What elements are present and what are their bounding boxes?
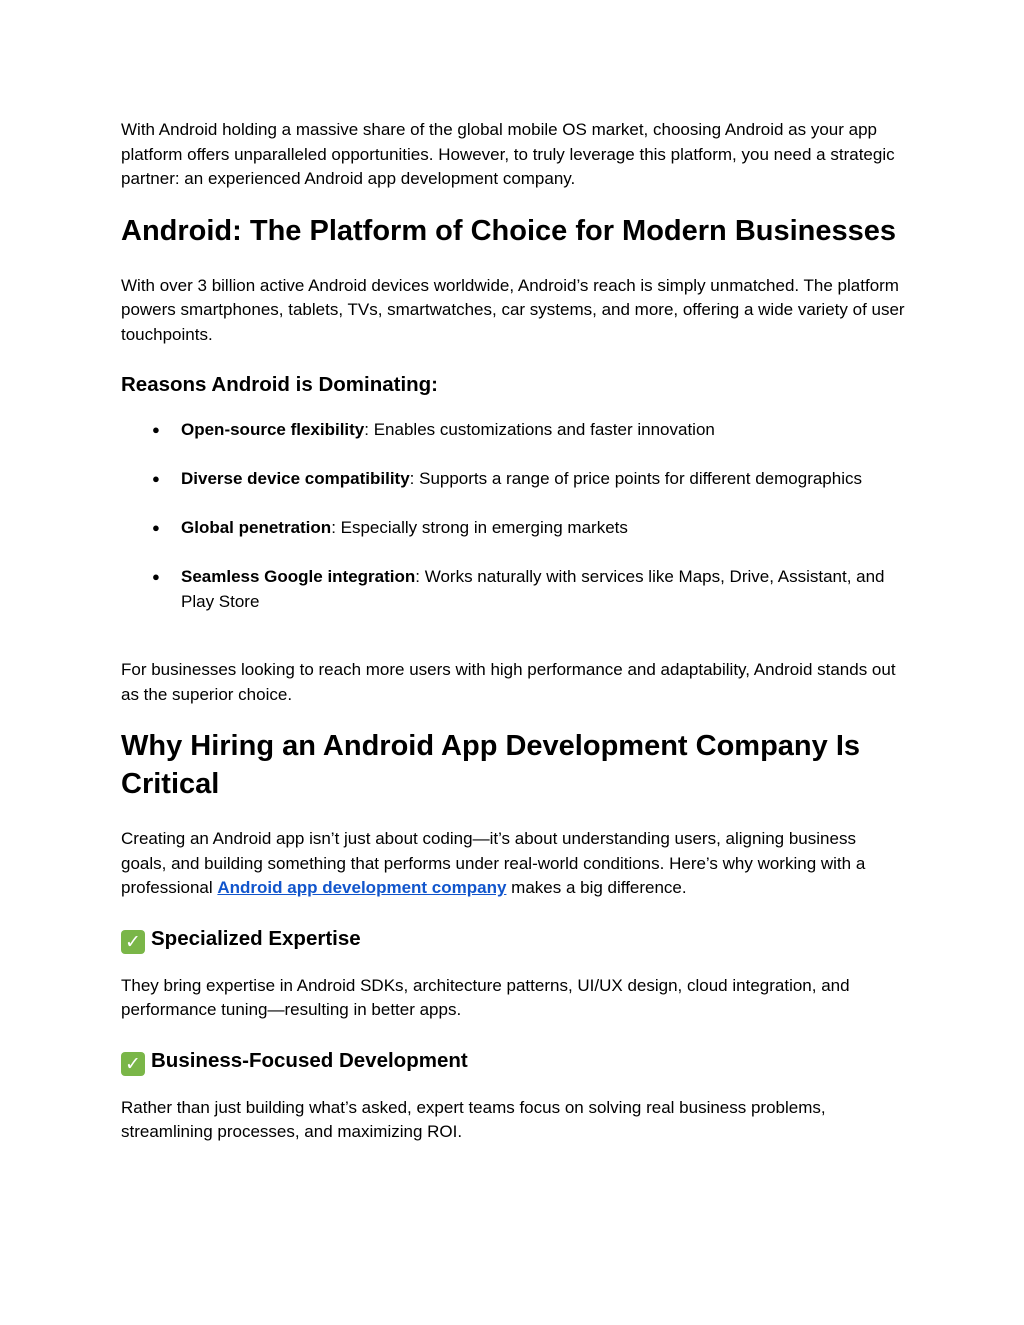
heading-text: Specialized Expertise <box>151 926 361 950</box>
bullet-icon: ● <box>152 422 160 437</box>
section1-heading: Android: The Platform of Choice for Modern Businesses <box>121 214 897 247</box>
list-item <box>121 467 906 492</box>
section2-text-before: Creating an Android app isn’t just about coding—it’s about understanding users, aligning business goals, and building something that performs under real-world conditions. Here’s why working with a professional <box>121 829 866 897</box>
reason-title: Open-source flexibility <box>181 420 365 439</box>
list-item <box>121 565 906 614</box>
specialized-expertise-heading <box>121 926 906 954</box>
reason-title: Diverse device compatibility <box>181 469 410 488</box>
section1-closing: For businesses looking to reach more users with high performance and adaptability, Android stands out as the superior choice. <box>121 660 896 704</box>
intro-paragraph: With Android holding a massive share of the global mobile OS market, choosing Android as your app platform offers unparalleled opportunities. However, to truly leverage this platform, you need a strategic partner: an experienced Android app development company. <box>121 120 895 188</box>
reason-text: : Enables customizations and faster innovation <box>364 420 715 439</box>
section2-text-after: makes a big difference. <box>506 878 687 897</box>
check-mark-icon: ✓ <box>121 1052 145 1076</box>
section2-heading: Why Hiring an Android App Development Company Is Critical <box>121 730 861 800</box>
bullet-icon: ● <box>152 471 160 486</box>
section2-paragraph <box>121 827 906 901</box>
bullet-icon: ● <box>152 520 160 535</box>
list-item <box>121 516 906 541</box>
bullet-icon: ● <box>152 569 160 584</box>
reason-title: Global penetration <box>181 518 332 537</box>
business-focused-text: Rather than just building what’s asked, expert teams focus on solving real business problems, streamlining processes, and maximizing ROI. <box>121 1097 826 1141</box>
specialized-expertise-text: They bring expertise in Android SDKs, architecture patterns, UI/UX design, cloud integration, and performance tuning—resulting in better apps. <box>121 975 850 1019</box>
document-page <box>121 118 906 1145</box>
check-mark-icon: ✓ <box>121 930 145 954</box>
business-focused-heading <box>121 1048 906 1076</box>
heading-text: Business-Focused Development <box>151 1048 468 1072</box>
section1-paragraph: With over 3 billion active Android devices worldwide, Android’s reach is simply unmatched. The platform powers smartphones, tablets, TVs, smartwatches, car systems, and more, offering a wide variety of user touchpoints. <box>121 275 905 344</box>
reason-text: : Especially strong in emerging markets <box>331 518 628 537</box>
reasons-heading: Reasons Android is Dominating: <box>121 373 439 396</box>
reasons-list <box>121 418 906 614</box>
android-company-link[interactable]: Android app development company <box>217 878 507 897</box>
reason-title: Seamless Google integration <box>181 567 416 586</box>
reason-text: : Supports a range of price points for different demographics <box>409 469 862 488</box>
reason-text: : Works naturally with services like Maps, Drive, Assistant, and Play Store <box>181 567 885 611</box>
list-item <box>121 418 906 443</box>
